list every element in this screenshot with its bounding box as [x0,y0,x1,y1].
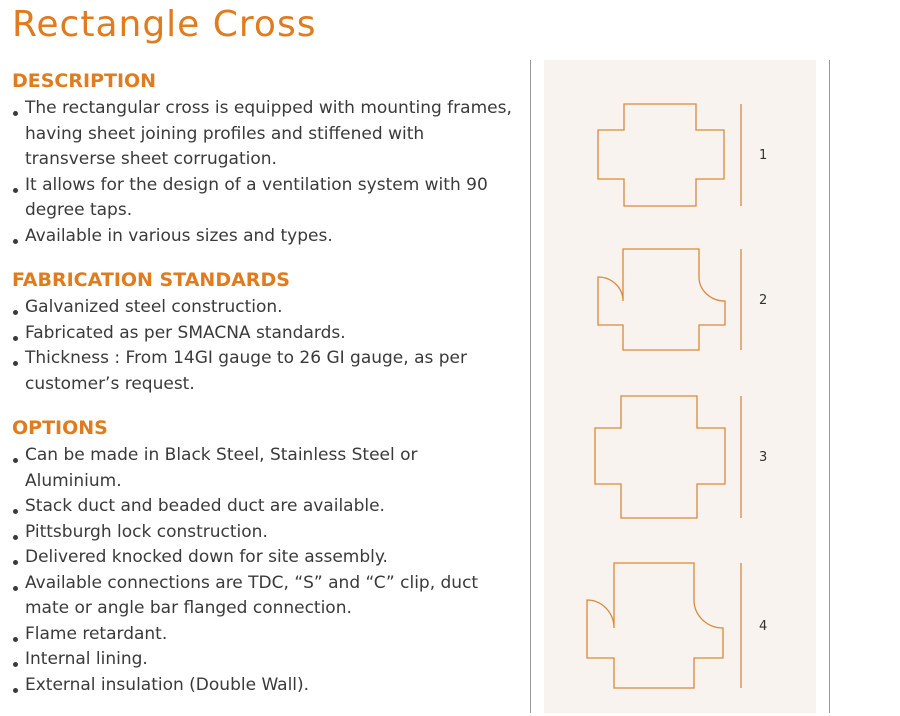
list-item: External insulation (Double Wall). [12,673,512,699]
fabrication-standards-section [12,267,512,397]
rectangle-cross-radius-icon [598,249,725,350]
list-item: Stack duct and beaded duct are available. [12,494,512,520]
list-item: Fabricated as per SMACNA standards. [12,321,512,347]
section-heading-description: DESCRIPTION [12,70,157,92]
list-item: Delivered knocked down for site assembly. [12,545,512,571]
description-section [12,68,512,249]
rectangle-cross-square-icon [595,396,725,518]
variant-label-2: 2 [759,293,768,308]
options-section [12,415,512,698]
page-title: Rectangle Cross [12,4,317,45]
list-item: The rectangular cross is equipped with mounting frames, having sheet joining profiles and stiffened with transverse sheet corrugation. [12,96,512,173]
section-heading-fabrication: FABRICATION STANDARDS [12,269,290,291]
description-list [12,96,512,249]
list-item: Pittsburgh lock construction. [12,520,512,546]
variant-label-1: 1 [759,148,768,163]
list-item: Internal lining. [12,647,512,673]
list-item: Can be made in Black Steel, Stainless Steel or Aluminium. [12,443,512,494]
list-item: Available connections are TDC, “S” and “C” clip, duct mate or angle bar flanged connection. [12,571,512,622]
panel-divider-left [530,60,531,713]
variant-label-3: 3 [759,450,768,465]
options-list [12,443,512,698]
list-item: Thickness : From 14GI gauge to 26 GI gauge, as per customer’s request. [12,346,512,397]
list-item: It allows for the design of a ventilation system with 90 degree taps. [12,173,512,224]
rectangle-cross-radius-icon [587,563,723,688]
list-item: Flame retardant. [12,622,512,648]
panel-divider-right [829,60,830,713]
variants-panel [544,60,816,713]
rectangle-cross-square-icon [598,104,724,206]
spec-content [12,68,512,716]
list-item: Galvanized steel construction. [12,295,512,321]
variant-label-4: 4 [759,619,768,634]
list-item: Available in various sizes and types. [12,224,512,250]
fabrication-list [12,295,512,397]
section-heading-options: OPTIONS [12,417,108,439]
